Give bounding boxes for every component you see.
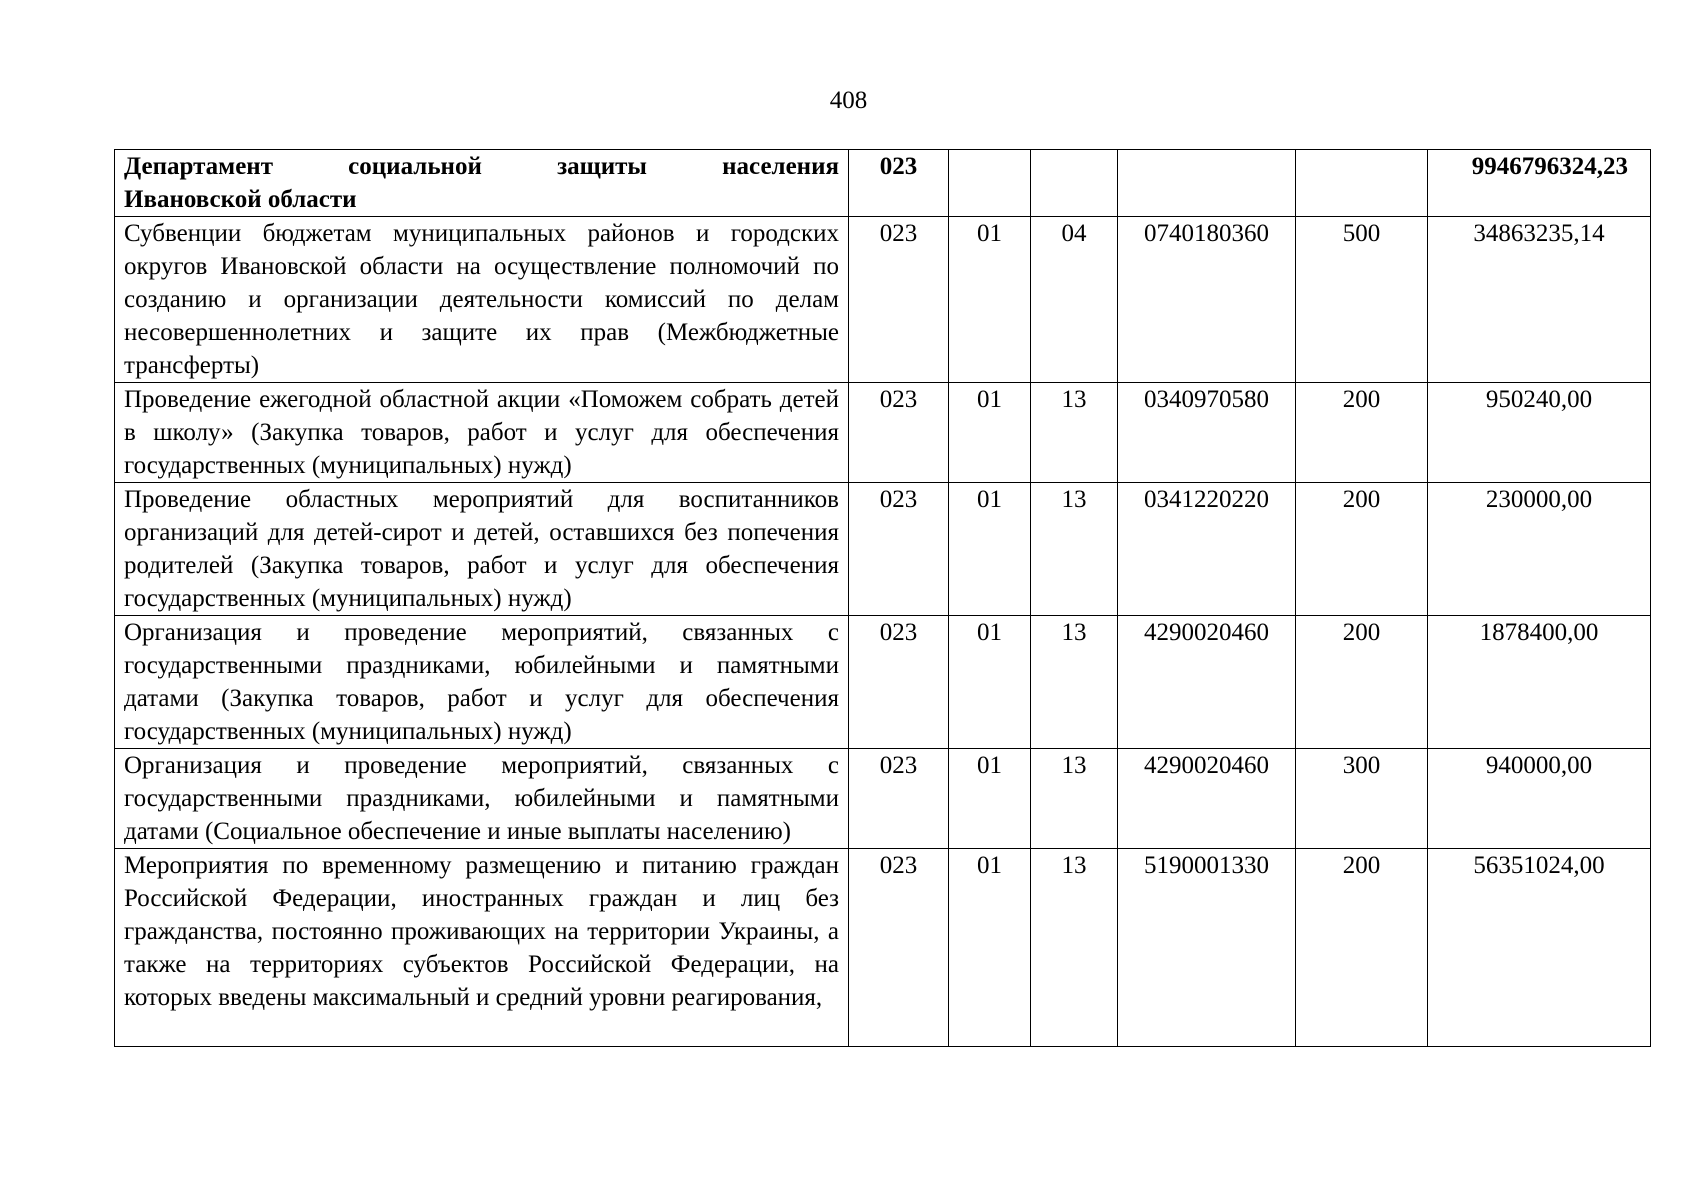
row-kind-cell: 200 [1296, 483, 1428, 616]
row-article-cell: 0341220220 [1118, 483, 1296, 616]
row-sum-cell: 940000,00 [1428, 749, 1651, 849]
row-code-cell: 023 [849, 217, 949, 383]
row-subsection-cell: 13 [1031, 483, 1118, 616]
row-name-cell: Проведение областных мероприятий для воспитанников организаций для детей-сирот и детей, оставшихся без попечения родителей (Закупка товаров, работ и услуг для обеспечения государственных (муниципальных) нужд) [115, 483, 849, 616]
department-name-cell [115, 150, 849, 217]
row-article-cell: 4290020460 [1118, 749, 1296, 849]
table-row [115, 217, 1651, 383]
department-subsection-cell [1031, 150, 1118, 217]
row-article-cell: 5190001330 [1118, 849, 1296, 1047]
row-section-cell: 01 [949, 483, 1031, 616]
department-name-line1: Департамент социальной защиты населения [124, 153, 839, 180]
row-sum-cell: 1878400,00 [1428, 616, 1651, 749]
row-subsection-cell: 04 [1031, 217, 1118, 383]
row-article-cell: 0340970580 [1118, 383, 1296, 483]
table-row [115, 483, 1651, 616]
row-section-cell: 01 [949, 217, 1031, 383]
row-name-cell: Организация и проведение мероприятий, связанных с государственными праздниками, юбилейными и памятными датами (Социальное обеспечение и иные выплаты населению) [115, 749, 849, 849]
row-section-cell: 01 [949, 383, 1031, 483]
row-name-cell: Мероприятия по временному размещению и питанию граждан Российской Федерации, иностранных граждан и лиц без гражданства, постоянно проживающих на территории Украины, а также на территориях субъектов Российской Федерации, на которых введены максимальный и средний уровни реагирования, [115, 849, 849, 1047]
row-kind-cell: 500 [1296, 217, 1428, 383]
row-code-cell: 023 [849, 749, 949, 849]
row-code-cell: 023 [849, 616, 949, 749]
department-section-cell [949, 150, 1031, 217]
table-row [115, 383, 1651, 483]
row-name-cell: Субвенции бюджетам муниципальных районов и городских округов Ивановской области на осуществление полномочий по созданию и организации деятельности комиссий по делам несовершеннолетних и защите их прав (Межбюджетные трансферты) [115, 217, 849, 383]
row-name-cell: Организация и проведение мероприятий, связанных с государственными праздниками, юбилейными и памятными датами (Закупка товаров, работ и услуг для обеспечения государственных (муниципальных) нужд) [115, 616, 849, 749]
row-article-cell: 4290020460 [1118, 616, 1296, 749]
row-subsection-cell: 13 [1031, 616, 1118, 749]
row-name-cell: Проведение ежегодной областной акции «Поможем собрать детей в школу» (Закупка товаров, работ и услуг для обеспечения государственных (муниципальных) нужд) [115, 383, 849, 483]
row-section-cell: 01 [949, 749, 1031, 849]
department-kind-cell [1296, 150, 1428, 217]
row-sum-cell: 950240,00 [1428, 383, 1651, 483]
department-name-line2: Ивановской области [124, 186, 357, 213]
row-kind-cell: 200 [1296, 849, 1428, 1047]
table-row [115, 616, 1651, 749]
row-code-cell: 023 [849, 483, 949, 616]
table-row [115, 849, 1651, 1047]
row-kind-cell: 200 [1296, 383, 1428, 483]
row-section-cell: 01 [949, 849, 1031, 1047]
row-article-cell: 0740180360 [1118, 217, 1296, 383]
page-number: 408 [829, 87, 868, 114]
department-sum-cell: 9946796324,23 [1428, 150, 1651, 217]
department-article-cell [1118, 150, 1296, 217]
department-row [115, 150, 1651, 217]
table-row [115, 749, 1651, 849]
row-kind-cell: 200 [1296, 616, 1428, 749]
row-sum-cell: 56351024,00 [1428, 849, 1651, 1047]
department-code-cell: 023 [849, 150, 949, 217]
row-code-cell: 023 [849, 383, 949, 483]
row-section-cell: 01 [949, 616, 1031, 749]
budget-table [114, 149, 1651, 1047]
row-kind-cell: 300 [1296, 749, 1428, 849]
row-sum-cell: 230000,00 [1428, 483, 1651, 616]
row-code-cell: 023 [849, 849, 949, 1047]
row-subsection-cell: 13 [1031, 383, 1118, 483]
row-subsection-cell: 13 [1031, 749, 1118, 849]
row-sum-cell: 34863235,14 [1428, 217, 1651, 383]
row-subsection-cell: 13 [1031, 849, 1118, 1047]
